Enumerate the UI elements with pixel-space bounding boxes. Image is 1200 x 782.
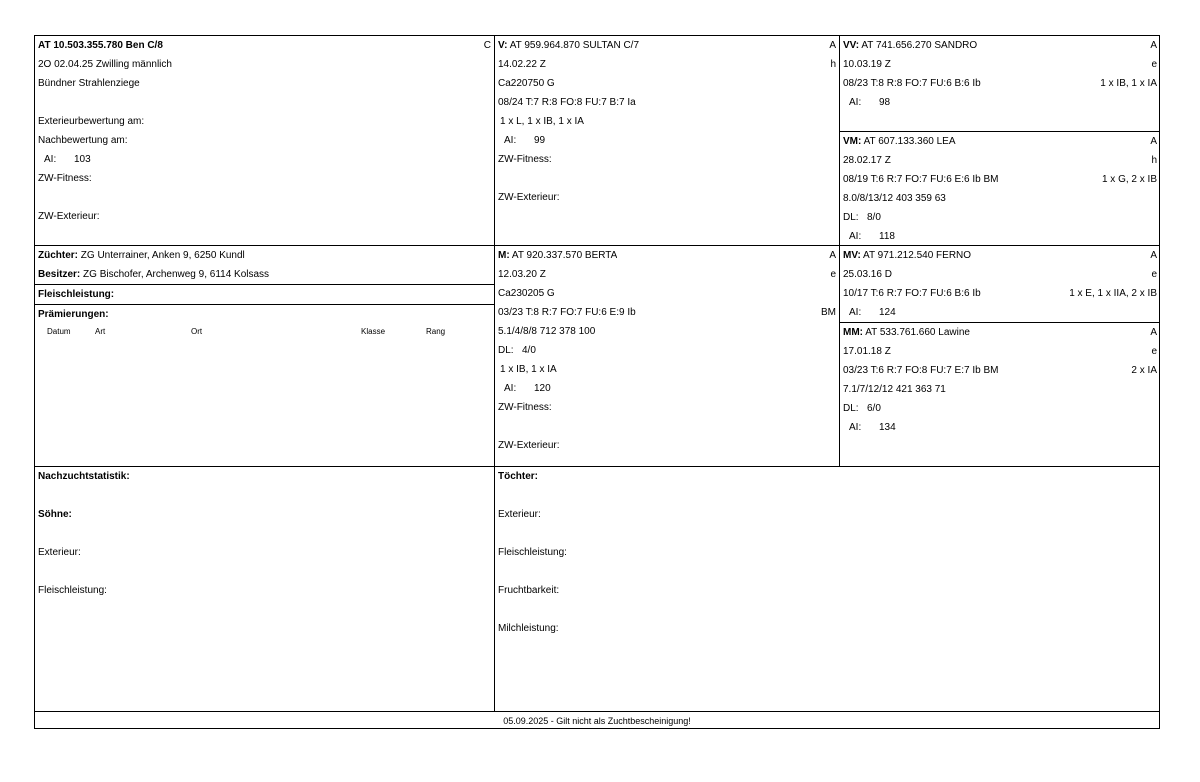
mm-ai-row bbox=[840, 418, 1160, 437]
sons-ext-label: Exterieur: bbox=[38, 547, 81, 558]
vv-section bbox=[839, 36, 1160, 131]
vm-birth: 28.02.17 Z bbox=[843, 155, 891, 166]
animal-section bbox=[35, 36, 494, 245]
ext-eval-row bbox=[35, 112, 494, 131]
sire-label: V: bbox=[498, 40, 508, 51]
meat-label: Fleischleistung: bbox=[38, 289, 115, 300]
dam-birth: 12.03.20 Z bbox=[498, 269, 546, 280]
pedigree-sheet bbox=[34, 35, 1160, 729]
vm-label: VM: bbox=[843, 136, 862, 147]
owner-value: ZG Bischofer, Archenweg 9, 6114 Kolsass bbox=[83, 269, 270, 280]
vm-perf-row bbox=[840, 189, 1160, 208]
animal-header bbox=[35, 36, 494, 55]
animal-flag: C bbox=[483, 40, 491, 51]
sire-zw-fitness-label: ZW-Fitness: bbox=[498, 154, 552, 165]
zw-fitness-row bbox=[35, 169, 494, 188]
stats-row bbox=[35, 467, 494, 486]
owner-label: Besitzer: bbox=[38, 269, 81, 280]
dam-awards-row bbox=[495, 360, 839, 379]
footer-note: 05.09.2025 - Gilt nicht als Zuchtbescheinigung! bbox=[35, 711, 1159, 730]
sire-zw-exterieur-label: ZW-Exterieur: bbox=[498, 192, 560, 203]
dam-code: Ca230205 G bbox=[498, 288, 555, 299]
dam-perf-row bbox=[495, 322, 839, 341]
mm-section bbox=[839, 322, 1160, 466]
vm-id-name: AT 607.133.360 LEA bbox=[863, 136, 956, 147]
sire-birth-flag: h bbox=[830, 59, 836, 70]
mv-birth: 25.03.16 D bbox=[843, 269, 892, 280]
mv-header bbox=[840, 246, 1160, 265]
vv-eval-row bbox=[840, 74, 1160, 93]
mm-perf: 7.1/7/12/12 421 363 71 bbox=[843, 384, 946, 395]
animal-id-name: AT 10.503.355.780 Ben C/8 bbox=[38, 40, 163, 51]
sons-label: Söhne: bbox=[38, 509, 72, 520]
dam-section bbox=[494, 245, 839, 466]
animal-breed-row bbox=[35, 74, 494, 93]
vv-label: VV: bbox=[843, 40, 860, 51]
vm-dl-label: DL: bbox=[843, 212, 859, 223]
mv-ai-label: AI: bbox=[849, 307, 862, 318]
ai-value: 103 bbox=[74, 154, 91, 165]
vv-eval: 08/23 T:8 R:8 FO:7 FU:6 B:6 Ib bbox=[843, 78, 981, 89]
vm-dl-row bbox=[840, 208, 1160, 227]
dam-awards: 1 x IB, 1 x IA bbox=[500, 364, 557, 375]
vv-header bbox=[840, 36, 1160, 55]
ai-label: AI: bbox=[44, 154, 57, 165]
dam-id-name: AT 920.337.570 BERTA bbox=[511, 250, 618, 261]
mv-eval-row bbox=[840, 284, 1160, 303]
mm-eval: 03/23 T:6 R:7 FO:8 FU:7 E:7 Ib BM bbox=[843, 365, 999, 376]
zw-exterieur-row bbox=[35, 207, 494, 226]
d-fert-row bbox=[495, 581, 1160, 600]
vv-birth: 10.03.19 Z bbox=[843, 59, 891, 70]
dam-code-row bbox=[495, 284, 839, 303]
mm-label: MM: bbox=[843, 327, 863, 338]
dam-zw-exterieur-row bbox=[495, 436, 839, 455]
d-meat-row bbox=[495, 543, 1160, 562]
mv-birth-flag: e bbox=[1151, 269, 1157, 280]
vm-ai-value: 118 bbox=[879, 231, 895, 242]
sire-ai-row bbox=[495, 131, 839, 150]
mm-awards: 2 x IA bbox=[1131, 365, 1157, 376]
d-ext-row bbox=[495, 505, 1160, 524]
mm-dl-value: 6/0 bbox=[867, 403, 881, 414]
mm-flag: A bbox=[1150, 327, 1157, 338]
dam-eval: 03/23 T:8 R:7 FO:7 FU:6 E:9 Ib bbox=[498, 307, 636, 318]
vm-ai-row bbox=[840, 227, 1160, 246]
mm-ai-label: AI: bbox=[849, 422, 862, 433]
mv-section bbox=[839, 245, 1160, 322]
sire-zw-fitness-row bbox=[495, 150, 839, 169]
dam-flag: A bbox=[829, 250, 836, 261]
sire-id-name: AT 959.964.870 SULTAN C/7 bbox=[509, 40, 640, 51]
animal-birth-row bbox=[35, 55, 494, 74]
awards-table-header bbox=[35, 324, 494, 340]
vm-section bbox=[839, 131, 1160, 245]
sons-meat-row bbox=[35, 581, 494, 600]
mv-id-name: AT 971.212.540 FERNO bbox=[863, 250, 972, 261]
vv-birth-flag: e bbox=[1151, 59, 1157, 70]
sire-header bbox=[495, 36, 839, 55]
sons-meat-label: Fleischleistung: bbox=[38, 585, 107, 596]
mv-label: MV: bbox=[843, 250, 861, 261]
stats-label: Nachzuchtstatistik: bbox=[38, 471, 130, 482]
zw-exterieur-label: ZW-Exterieur: bbox=[38, 211, 100, 222]
vv-awards: 1 x IB, 1 x IA bbox=[1100, 78, 1157, 89]
dam-ai-row bbox=[495, 379, 839, 398]
vm-dl-value: 8/0 bbox=[867, 212, 881, 223]
breeder-label: Züchter: bbox=[38, 250, 78, 261]
mm-id-name: AT 533.761.660 Lawine bbox=[865, 327, 970, 338]
vm-flag: A bbox=[1150, 136, 1157, 147]
vm-birth-flag: h bbox=[1151, 155, 1157, 166]
sire-section bbox=[494, 36, 839, 245]
d-fert-label: Fruchtbarkeit: bbox=[498, 585, 560, 596]
vv-ai-label: AI: bbox=[849, 97, 862, 108]
d-milk-row bbox=[495, 619, 1160, 638]
daughters-row bbox=[495, 467, 1160, 486]
sons-section bbox=[35, 466, 494, 711]
dam-ai-value: 120 bbox=[534, 383, 551, 394]
vv-id-name: AT 741.656.270 SANDRO bbox=[861, 40, 978, 51]
mm-birth: 17.01.18 Z bbox=[843, 346, 891, 357]
d-milk-label: Milchleistung: bbox=[498, 623, 559, 634]
vm-perf: 8.0/8/13/12 403 359 63 bbox=[843, 193, 946, 204]
zw-fitness-label: ZW-Fitness: bbox=[38, 173, 92, 184]
mm-header bbox=[840, 323, 1160, 342]
dam-eval-row bbox=[495, 303, 839, 322]
dam-zw-fitness-label: ZW-Fitness: bbox=[498, 402, 552, 413]
mm-birth-flag: e bbox=[1151, 346, 1157, 357]
mv-ai-value: 124 bbox=[879, 307, 896, 318]
awards-col-place: Ort bbox=[191, 327, 203, 336]
vm-birth-row bbox=[840, 151, 1160, 170]
dam-zw-exterieur-label: ZW-Exterieur: bbox=[498, 440, 560, 451]
sire-ai-label: AI: bbox=[504, 135, 517, 146]
sire-code-row bbox=[495, 74, 839, 93]
vv-flag: A bbox=[1150, 40, 1157, 51]
mm-eval-row bbox=[840, 361, 1160, 380]
sire-eval-row bbox=[495, 93, 839, 112]
mm-birth-row bbox=[840, 342, 1160, 361]
dam-perf: 5.1/4/8/8 712 378 100 bbox=[498, 326, 596, 337]
dam-dl-label: DL: bbox=[498, 345, 514, 356]
mv-eval: 10/17 T:6 R:7 FO:7 FU:6 B:6 Ib bbox=[843, 288, 981, 299]
mv-flag: A bbox=[1150, 250, 1157, 261]
meat-row bbox=[35, 284, 494, 304]
mv-birth-row bbox=[840, 265, 1160, 284]
sons-row bbox=[35, 505, 494, 524]
vm-awards: 1 x G, 2 x IB bbox=[1101, 174, 1157, 185]
sire-awards: 1 x L, 1 x IB, 1 x IA bbox=[500, 116, 584, 127]
dam-label: M: bbox=[498, 250, 510, 261]
sons-ext-row bbox=[35, 543, 494, 562]
vv-ai-value: 98 bbox=[879, 97, 891, 108]
mm-dl-label: DL: bbox=[843, 403, 859, 414]
dam-dl-value: 4/0 bbox=[522, 345, 536, 356]
sire-birth-row bbox=[495, 55, 839, 74]
dam-dl-row bbox=[495, 341, 839, 360]
awards-row bbox=[35, 304, 494, 324]
dam-eval-flag: BM bbox=[821, 307, 836, 318]
owner-section bbox=[35, 245, 494, 466]
sire-ai-value: 99 bbox=[534, 135, 546, 146]
sire-zw-exterieur-row bbox=[495, 188, 839, 207]
awards-col-date: Datum bbox=[47, 327, 71, 336]
awards-col-class: Klasse bbox=[361, 327, 386, 336]
animal-breed: Bündner Strahlenziege bbox=[38, 78, 140, 89]
dam-ai-label: AI: bbox=[504, 383, 517, 394]
mm-perf-row bbox=[840, 380, 1160, 399]
d-ext-label: Exterieur: bbox=[498, 509, 541, 520]
vm-ai-label: AI: bbox=[849, 231, 862, 242]
vm-eval-row bbox=[840, 170, 1160, 189]
dam-header bbox=[495, 246, 839, 265]
sire-eval: 08/24 T:7 R:8 FO:8 FU:7 B:7 Ia bbox=[498, 97, 636, 108]
breeder-row bbox=[35, 246, 494, 265]
sire-flag: A bbox=[829, 40, 836, 51]
daughters-label: Töchter: bbox=[498, 471, 538, 482]
vv-ai-row bbox=[840, 93, 1160, 112]
daughters-section bbox=[494, 466, 1160, 711]
breeder-value: ZG Unterrainer, Anken 9, 6250 Kundl bbox=[80, 250, 245, 261]
mv-ai-row bbox=[840, 303, 1160, 322]
vv-birth-row bbox=[840, 55, 1160, 74]
vm-header bbox=[840, 132, 1160, 151]
d-meat-label: Fleischleistung: bbox=[498, 547, 567, 558]
re-eval-label: Nachbewertung am: bbox=[38, 135, 128, 146]
sire-awards-row bbox=[495, 112, 839, 131]
animal-ai-row bbox=[35, 150, 494, 169]
dam-birth-flag: e bbox=[830, 269, 836, 280]
awards-label: Prämierungen: bbox=[38, 309, 109, 320]
owner-row bbox=[35, 265, 494, 284]
mv-awards: 1 x E, 1 x IIA, 2 x IB bbox=[1069, 288, 1157, 299]
sire-birth: 14.02.22 Z bbox=[498, 59, 546, 70]
ext-eval-label: Exterieurbewertung am: bbox=[38, 116, 145, 127]
mm-dl-row bbox=[840, 399, 1160, 418]
dam-zw-fitness-row bbox=[495, 398, 839, 417]
mm-ai-value: 134 bbox=[879, 422, 896, 433]
re-eval-row bbox=[35, 131, 494, 150]
animal-birth: 2O 02.04.25 Zwilling männlich bbox=[38, 59, 172, 70]
awards-col-type: Art bbox=[95, 327, 106, 336]
dam-birth-row bbox=[495, 265, 839, 284]
vm-eval: 08/19 T:6 R:7 FO:7 FU:6 E:6 Ib BM bbox=[843, 174, 999, 185]
sire-code: Ca220750 G bbox=[498, 78, 555, 89]
awards-col-rank: Rang bbox=[426, 327, 446, 336]
